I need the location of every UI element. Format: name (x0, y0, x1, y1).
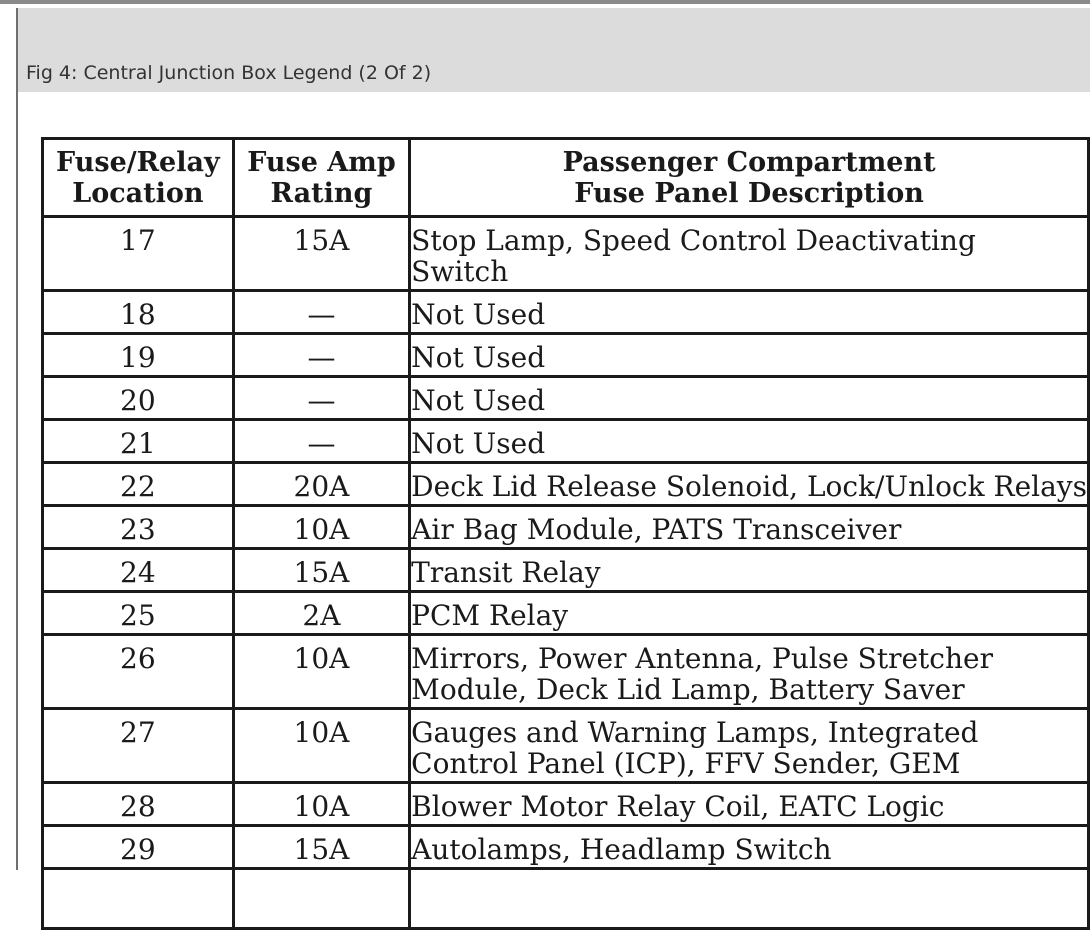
description-cell (410, 826, 1089, 869)
table-row (43, 592, 1089, 635)
table-row (43, 783, 1089, 826)
location-cell: 22 (43, 463, 234, 506)
window-top-border (0, 0, 1090, 4)
description-line: Not Used (411, 384, 546, 417)
table-row (43, 463, 1089, 506)
location-cell: 19 (43, 334, 234, 377)
header-description-line: Passenger Compartment (562, 146, 936, 178)
table-row (43, 869, 1089, 929)
location-cell: 18 (43, 291, 234, 334)
rating-cell: 10A (233, 783, 409, 826)
rating-cell (233, 869, 409, 929)
description-line: PCM Relay (411, 599, 569, 632)
location-cell: 20 (43, 377, 234, 420)
rating-cell: 2A (233, 592, 409, 635)
rating-cell: 10A (233, 635, 409, 709)
description-cell (410, 217, 1089, 291)
rating-cell: — (233, 420, 409, 463)
location-cell: 29 (43, 826, 234, 869)
description-cell (410, 869, 1089, 929)
description-cell (410, 709, 1089, 783)
header-location-line: Location (72, 177, 204, 209)
table-row (43, 334, 1089, 377)
description-cell (410, 592, 1089, 635)
table-row (43, 291, 1089, 334)
description-line: Not Used (411, 298, 546, 331)
header-rating (233, 139, 409, 217)
location-cell: 27 (43, 709, 234, 783)
location-cell: 21 (43, 420, 234, 463)
rating-cell: 15A (233, 826, 409, 869)
table-row (43, 549, 1089, 592)
header-description (410, 139, 1089, 217)
rating-cell: 20A (233, 463, 409, 506)
header-description-line: Fuse Panel Description (574, 177, 924, 209)
description-line: Autolamps, Headlamp Switch (411, 833, 832, 866)
description-line: Control Panel (ICP), FFV Sender, GEM (411, 747, 961, 780)
header-rating-line: Rating (270, 177, 373, 209)
table-row (43, 377, 1089, 420)
description-line: Not Used (411, 341, 546, 374)
table-row (43, 635, 1089, 709)
rating-cell: 10A (233, 506, 409, 549)
table-row (43, 217, 1089, 291)
header-location-line: Fuse/Relay (56, 146, 220, 178)
description-cell (410, 783, 1089, 826)
description-line: Switch (411, 255, 509, 288)
fuse-legend-table (41, 137, 1090, 930)
table-row (43, 420, 1089, 463)
description-line: Blower Motor Relay Coil, EATC Logic (411, 790, 945, 823)
rating-cell: — (233, 291, 409, 334)
table-header-row (43, 139, 1089, 217)
location-cell: 17 (43, 217, 234, 291)
description-cell (410, 291, 1089, 334)
rating-cell: — (233, 334, 409, 377)
description-line: Stop Lamp, Speed Control Deactivating (411, 224, 976, 257)
rating-cell: — (233, 377, 409, 420)
description-cell (410, 635, 1089, 709)
rating-cell: 15A (233, 217, 409, 291)
description-line: Module, Deck Lid Lamp, Battery Saver (411, 673, 965, 706)
location-cell: 28 (43, 783, 234, 826)
location-cell: 24 (43, 549, 234, 592)
description-line: Mirrors, Power Antenna, Pulse Stretcher (411, 642, 993, 675)
table-row (43, 709, 1089, 783)
description-line: Transit Relay (411, 556, 601, 589)
location-cell: 25 (43, 592, 234, 635)
figure-title: Fig 4: Central Junction Box Legend (2 Of 2) (26, 62, 432, 84)
description-cell (410, 549, 1089, 592)
description-cell (410, 420, 1089, 463)
description-cell (410, 506, 1089, 549)
rating-cell: 15A (233, 549, 409, 592)
header-location (43, 139, 234, 217)
description-cell (410, 463, 1089, 506)
header-rating-line: Fuse Amp (247, 146, 396, 178)
location-cell (43, 869, 234, 929)
location-cell: 26 (43, 635, 234, 709)
table-row (43, 506, 1089, 549)
location-cell: 23 (43, 506, 234, 549)
description-line: Not Used (411, 427, 546, 460)
rating-cell: 10A (233, 709, 409, 783)
description-line: Gauges and Warning Lamps, Integrated (411, 716, 979, 749)
table-row (43, 826, 1089, 869)
description-cell (410, 377, 1089, 420)
description-line: Deck Lid Release Solenoid, Lock/Unlock Relays (411, 470, 1087, 503)
description-line: Air Bag Module, PATS Transceiver (411, 513, 902, 546)
description-cell (410, 334, 1089, 377)
